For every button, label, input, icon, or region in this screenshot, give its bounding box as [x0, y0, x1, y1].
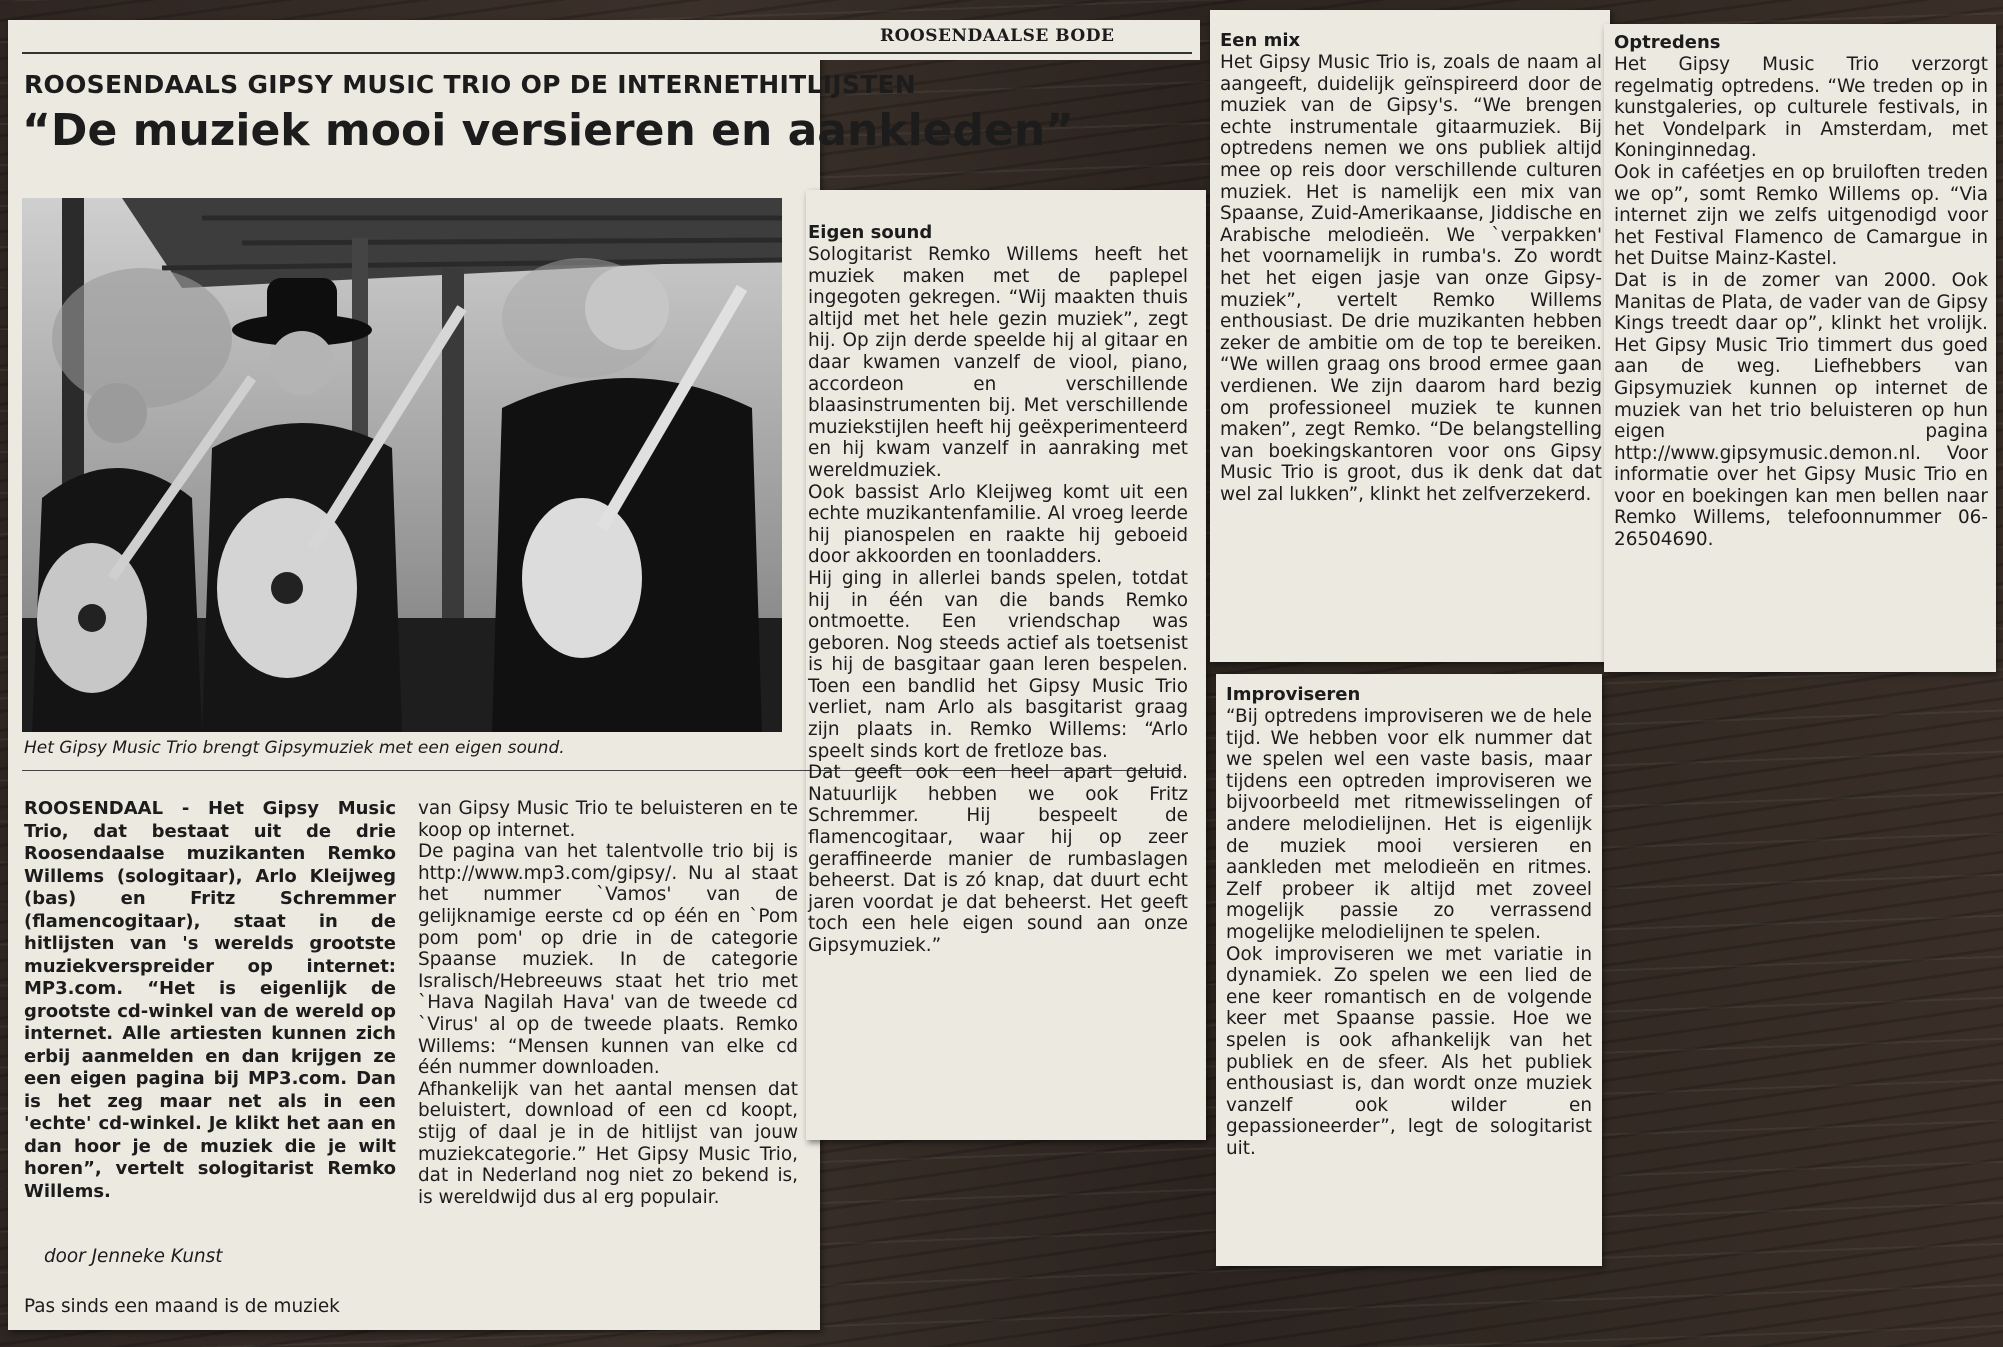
eigen-sound-p1: Sologitarist Remko Willems heeft het muziek maken met de paplepel ingegoten gekregen. “Wij maakten thuis altijd met het hele gezin muziek”, zegt hij. Op zijn derde speelde hij al gitaar en daar kwamen vanzelf de viool, piano, accordeon en verschillende blaasinstrumenten bij. Met verschillende muziekstijlen heeft hij geëxperimenteerd en hij kwam vanzelf in aanraking met wereldmuziek.: [808, 244, 1188, 481]
dateline: ROOSENDAAL: [24, 798, 164, 819]
intro-column-2: [418, 798, 798, 1208]
eigen-sound-p2: Ook bassist Arlo Kleijweg komt uit een echte muzikantenfamilie. Al vroeg leerde hij pianospelen en raakte hij geboeid door akkoorden en toonladders.: [808, 481, 1188, 568]
eigen-sound-p3: Hij ging in allerlei bands spelen, totdat hij in één van die bands Remko ontmoette. Een vriendschap was geboren. Nog steeds actief als toetsenist is hij de basgitaar gaan leren bespelen. Toen een bandlid het Gipsy Music Trio verliet, nam Arlo als basgitarist graag zijn plaats in. Remko Willems: “Arlo speelt sinds kort de fretloze bas.: [808, 567, 1188, 762]
masthead-rule: [22, 52, 1192, 54]
improviseren-p1: “Bij optredens improviseren we de hele tijd. We hebben voor elk nummer dat we spelen wel een vaste basis, maar tijdens een optreden improviseren we bijvoorbeeld met ritmewisselingen of andere melodielijnen. Het is eigenlijk de muziek mooi versieren en aankleden met melodieën en ritmes. Zelf probeer ik altijd met zoveel mogelijk passie zo verrassend mogelijke melodielijnen te spelen.: [1226, 706, 1592, 943]
een-mix-heading: Een mix: [1220, 30, 1301, 51]
newspaper-name: ROOSENDAALSE BODE: [880, 26, 1115, 46]
eigen-sound-p4: Dat geeft ook een heel apart geluid. Natuurlijk hebben we ook Fritz Schremmer. Hij bespeelt de flamencogitaar, waar hij op zeer geraffineerde manier de rumbaslagen beheerst. Dat is zó knap, dat duurt echt jaren voordat je dat beheerst. Het geeft toch een hele eigen sound aan onze Gipsymuziek.”: [808, 762, 1188, 956]
optredens-p2: Ook in caféetjes en op bruiloften treden we op”, somt Remko Willems op. “Via internet zijn we zelfs uitgenodigd voor het Festival Flamenco de Camargue in het Duitse Mainz-Kastel.: [1614, 161, 1988, 270]
improviseren-p2: Ook improviseren we met variatie in dynamiek. Zo spelen we een lied de ene keer romantisch en de volgende keer met Spaanse passie. Hoe we spelen is ook afhankelijk van het publiek en de sfeer. Als het publiek enthousiast is, dan wordt onze muziek vanzelf ook wilder en gepassioneerder”, legt de sologitarist uit.: [1226, 943, 1592, 1159]
een-mix-column: [1220, 30, 1602, 505]
trio-photo-image: [22, 198, 782, 732]
eigen-sound-heading: Eigen sound: [808, 222, 933, 243]
optredens-p1: Het Gipsy Music Trio verzorgt regelmatig optredens. “We treden op in kunstgaleries, op culturele festivals, in het Vondelpark in Amsterdam, met Koninginnedag.: [1614, 54, 1988, 162]
intro-continues: Pas sinds een maand is de muziek: [24, 1296, 340, 1317]
improviseren-column: [1226, 684, 1592, 1159]
intro-column-1: [24, 798, 396, 1203]
intro-col2-p2: De pagina van het talentvolle trio bij is http://www.mp3.com/gipsy/. Nu al staat het nummer `Vamos' van de gelijknamige eerste cd op één en `Pom pom pom' op drie in de categorie Spaanse muziek. In de categorie Isralisch/Hebreeuws staat het trio met `Hava Nagilah Hava' van de tweede cd `Virus' al op de tweede plaats. Remko Willems: “Mensen kunnen van elke cd één nummer downloaden.: [418, 841, 798, 1079]
kicker: ROOSENDAALS GIPSY MUSIC TRIO OP DE INTERNETHITLIJSTEN: [24, 70, 917, 99]
optredens-column: [1614, 32, 1988, 551]
optredens-p3: Dat is in de zomer van 2000. Ook Manitas de Plata, de vader van de Gipsy Kings treedt daar op”, klinkt het vrolijk. Het Gipsy Music Trio timmert dus goed aan de weg. Liefhebbers van Gipsymuziek kunnen op internet de muziek van het trio beluisteren op hun eigen pagina http://www.gipsymusic.demon.nl. Voor informatie over het Gipsy Music Trio en voor en boekingen kan men bellen naar Remko Willems, telefoonnummer 06-26504690.: [1614, 269, 1988, 551]
intro-col2-p1: van Gipsy Music Trio te beluisteren en te koop op internet.: [418, 798, 798, 841]
trio-photo: [22, 198, 782, 732]
eigen-sound-column: [808, 222, 1188, 957]
optredens-heading: Optredens: [1614, 32, 1721, 53]
improviseren-heading: Improviseren: [1226, 684, 1361, 705]
intro-col2-p3: Afhankelijk van het aantal mensen dat beluistert, download of een cd koopt, stijg of daal je in de hitlijst van jouw muziekcategorie.” Het Gipsy Music Trio, dat in Nederland nog niet zo bekend is, is wereldwijd dus al erg populair.: [418, 1078, 798, 1208]
headline: “De muziek mooi versieren en aankleden”: [22, 105, 1075, 156]
byline: door Jenneke Kunst: [44, 1246, 223, 1267]
intro-lead: - Het Gipsy Music Trio, dat bestaat uit de drie Roosendaalse muzikanten Remko Willems (sologitaar), Arlo Kleijweg (bas) en Fritz Schremmer (flamencogitaar), staat in de hitlijsten van 's werelds grootste muziekverspreider op internet: MP3.com. “Het is eigenlijk de grootste cd-winkel van de wereld op internet. Alle artiesten kunnen zich erbij aanmelden en dan krijgen ze een eigen pagina bij MP3.com. Dan is het zeg maar net als in een 'echte' cd-winkel. Je klikt het aan en dan hoor je de muziek die je wilt horen”, vertelt sologitarist Remko Willems.: [24, 798, 396, 1202]
photo-caption: Het Gipsy Music Trio brengt Gipsymuziek met een eigen sound.: [24, 738, 565, 758]
een-mix-p1: Het Gipsy Music Trio is, zoals de naam al aangeeft, duidelijk geïnspireerd door de muziek van de Gipsy's. “We brengen echte instrumentale gitaarmuziek. Bij optredens nemen we ons publiek altijd mee op reis door verschillende culturen muziek. Het is namelijk een mix van Spaanse, Zuid-Amerikaanse, Jiddische en Arabische melodieën. We `verpakken' het voornamelijk in rumba's. Zo wordt het het eigen jasje van onze Gipsy-muziek”, vertelt Remko Willems enthousiast. De drie muzikanten hebben zeker de ambitie om de top te bereiken. “We willen graag ons brood ermee gaan verdienen. We zijn daarom hard bezig om professioneel muziek te kunnen maken”, zegt Remko. “De belangstelling van boekingskantoren voor ons Gipsy Music Trio is groot, dus ik denk dat dat wel zal lukken”, klinkt het zelfverzekerd.: [1220, 52, 1602, 505]
